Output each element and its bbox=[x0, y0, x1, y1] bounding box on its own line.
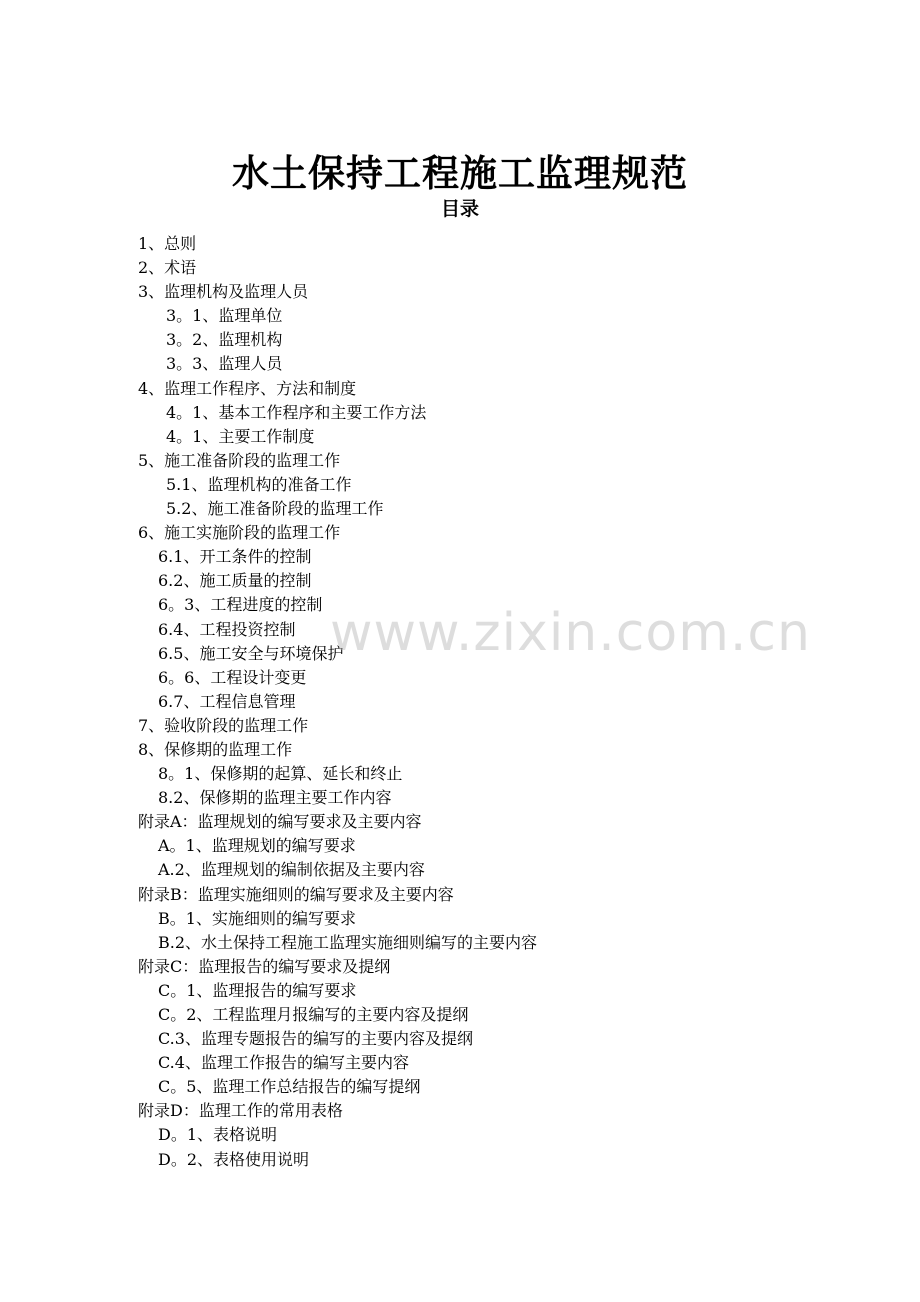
toc-entry-text: 4。1、主要工作制度 bbox=[166, 426, 315, 446]
toc-entry-text: 3。2、监理机构 bbox=[166, 330, 283, 350]
toc-entry-section bbox=[0, 762, 920, 786]
toc-entry-chapter bbox=[0, 449, 920, 473]
toc-entry-text: 8、保修期的监理工作 bbox=[138, 739, 293, 759]
toc-entry-section bbox=[0, 666, 920, 690]
toc-entry-section bbox=[0, 931, 920, 955]
toc-entry-text: 7、验收阶段的监理工作 bbox=[138, 715, 309, 735]
toc-entry-text: 1、总则 bbox=[138, 234, 197, 253]
toc-entry-text: C.3、监理专题报告的编写的主要内容及提纲 bbox=[158, 1029, 473, 1049]
toc-entry-chapter bbox=[0, 232, 920, 256]
toc-entry-text: B.2、水土保持工程施工监理实施细则编写的主要内容 bbox=[158, 932, 538, 952]
toc-entry-text: 4。1、基本工作程序和主要工作方法 bbox=[166, 402, 427, 422]
toc-entry-text: A.2、监理规划的编制依据及主要内容 bbox=[158, 860, 425, 880]
toc-heading: 目录 bbox=[440, 198, 479, 220]
toc-entry-chapter bbox=[0, 738, 920, 762]
toc-entry-text: 2、术语 bbox=[138, 258, 197, 278]
toc-entry-chapter bbox=[0, 256, 920, 280]
toc-entry-section bbox=[0, 1051, 920, 1075]
toc-entry-section bbox=[0, 690, 920, 714]
toc-entry-text: D。1、表格说明 bbox=[158, 1125, 278, 1145]
toc-entry-section bbox=[0, 545, 920, 569]
toc-entry-text: C。1、监理报告的编写要求 bbox=[158, 980, 357, 1000]
toc-entry-section bbox=[0, 642, 920, 666]
toc-entry-section bbox=[0, 304, 920, 328]
toc-entry-section bbox=[0, 907, 920, 931]
toc-entry-text: 8。1、保修期的起算、延长和终止 bbox=[158, 764, 403, 784]
toc-entry-text: D。2、表格使用说明 bbox=[158, 1149, 310, 1169]
toc-entry-section bbox=[0, 473, 920, 497]
page-title: 水土保持工程施工监理规范 bbox=[232, 151, 688, 195]
toc-entry-text: 5.1、监理机构的准备工作 bbox=[166, 474, 352, 494]
toc-entry-chapter bbox=[0, 521, 920, 545]
toc-entry-text: 6.5、施工安全与环境保护 bbox=[158, 643, 344, 663]
toc-entry-text: 3、监理机构及监理人员 bbox=[138, 282, 309, 302]
toc-entry-section bbox=[0, 1123, 920, 1147]
toc-entry-text: 6。6、工程设计变更 bbox=[158, 667, 307, 687]
toc-entry-section bbox=[0, 858, 920, 882]
toc-entry-section bbox=[0, 1027, 920, 1051]
toc-entry-section bbox=[0, 328, 920, 352]
toc-entry-text: 附录C：监理报告的编写要求及提纲 bbox=[138, 956, 391, 976]
toc-entry-section bbox=[0, 401, 920, 425]
toc-entry-chapter bbox=[0, 377, 920, 401]
toc-entry-text: 6.4、工程投资控制 bbox=[158, 619, 296, 639]
toc-entry-section bbox=[0, 352, 920, 376]
toc-entry-text: 5、施工准备阶段的监理工作 bbox=[138, 450, 341, 470]
toc-entry-text: 附录B：监理实施细则的编写要求及主要内容 bbox=[138, 884, 454, 904]
toc-entry-chapter bbox=[0, 1099, 920, 1123]
toc-entry-section bbox=[0, 1075, 920, 1099]
toc-entry-chapter bbox=[0, 714, 920, 738]
toc-entry-section bbox=[0, 497, 920, 521]
toc-entry-section bbox=[0, 425, 920, 449]
toc-entry-text: 6。3、工程进度的控制 bbox=[158, 595, 323, 615]
toc-entry-text: 4、监理工作程序、方法和制度 bbox=[138, 378, 357, 398]
toc-entry-text: C。2、工程监理月报编写的主要内容及提纲 bbox=[158, 1005, 469, 1024]
toc-entry-section bbox=[0, 618, 920, 642]
toc-entry-text: 附录A：监理规划的编写要求及主要内容 bbox=[138, 812, 422, 832]
toc-entry-section bbox=[0, 786, 920, 810]
toc-entry-section bbox=[0, 979, 920, 1003]
toc-entry-text: 5.2、施工准备阶段的监理工作 bbox=[166, 499, 384, 519]
table-of-contents bbox=[0, 232, 920, 1172]
toc-entry-text: B。1、实施细则的编写要求 bbox=[158, 908, 356, 928]
toc-entry-chapter bbox=[0, 810, 920, 834]
toc-entry-text: 6.7、工程信息管理 bbox=[158, 691, 296, 711]
toc-entry-section bbox=[0, 569, 920, 593]
toc-entry-text: C.4、监理工作报告的编写主要内容 bbox=[158, 1053, 409, 1073]
toc-entry-text: 6、施工实施阶段的监理工作 bbox=[138, 523, 341, 543]
toc-entry-section bbox=[0, 1003, 920, 1027]
toc-entry-text: A。1、监理规划的编写要求 bbox=[158, 836, 356, 856]
toc-entry-section bbox=[0, 834, 920, 858]
watermark: www.zixin.com.cn bbox=[330, 603, 811, 663]
toc-entry-text: 6.2、施工质量的控制 bbox=[158, 571, 312, 591]
toc-entry-section bbox=[0, 1148, 920, 1172]
toc-entry-chapter bbox=[0, 280, 920, 304]
toc-entry-section bbox=[0, 593, 920, 617]
toc-entry-text: 3。3、监理人员 bbox=[166, 354, 283, 374]
toc-entry-text: 3。1、监理单位 bbox=[166, 306, 283, 326]
toc-entry-text: 6.1、开工条件的控制 bbox=[158, 547, 312, 567]
toc-entry-chapter bbox=[0, 883, 920, 907]
toc-entry-text: 8.2、保修期的监理主要工作内容 bbox=[158, 788, 392, 808]
toc-entry-text: C。5、监理工作总结报告的编写提纲 bbox=[158, 1077, 421, 1097]
toc-entry-text: 附录D：监理工作的常用表格 bbox=[138, 1101, 343, 1121]
toc-entry-chapter bbox=[0, 955, 920, 979]
